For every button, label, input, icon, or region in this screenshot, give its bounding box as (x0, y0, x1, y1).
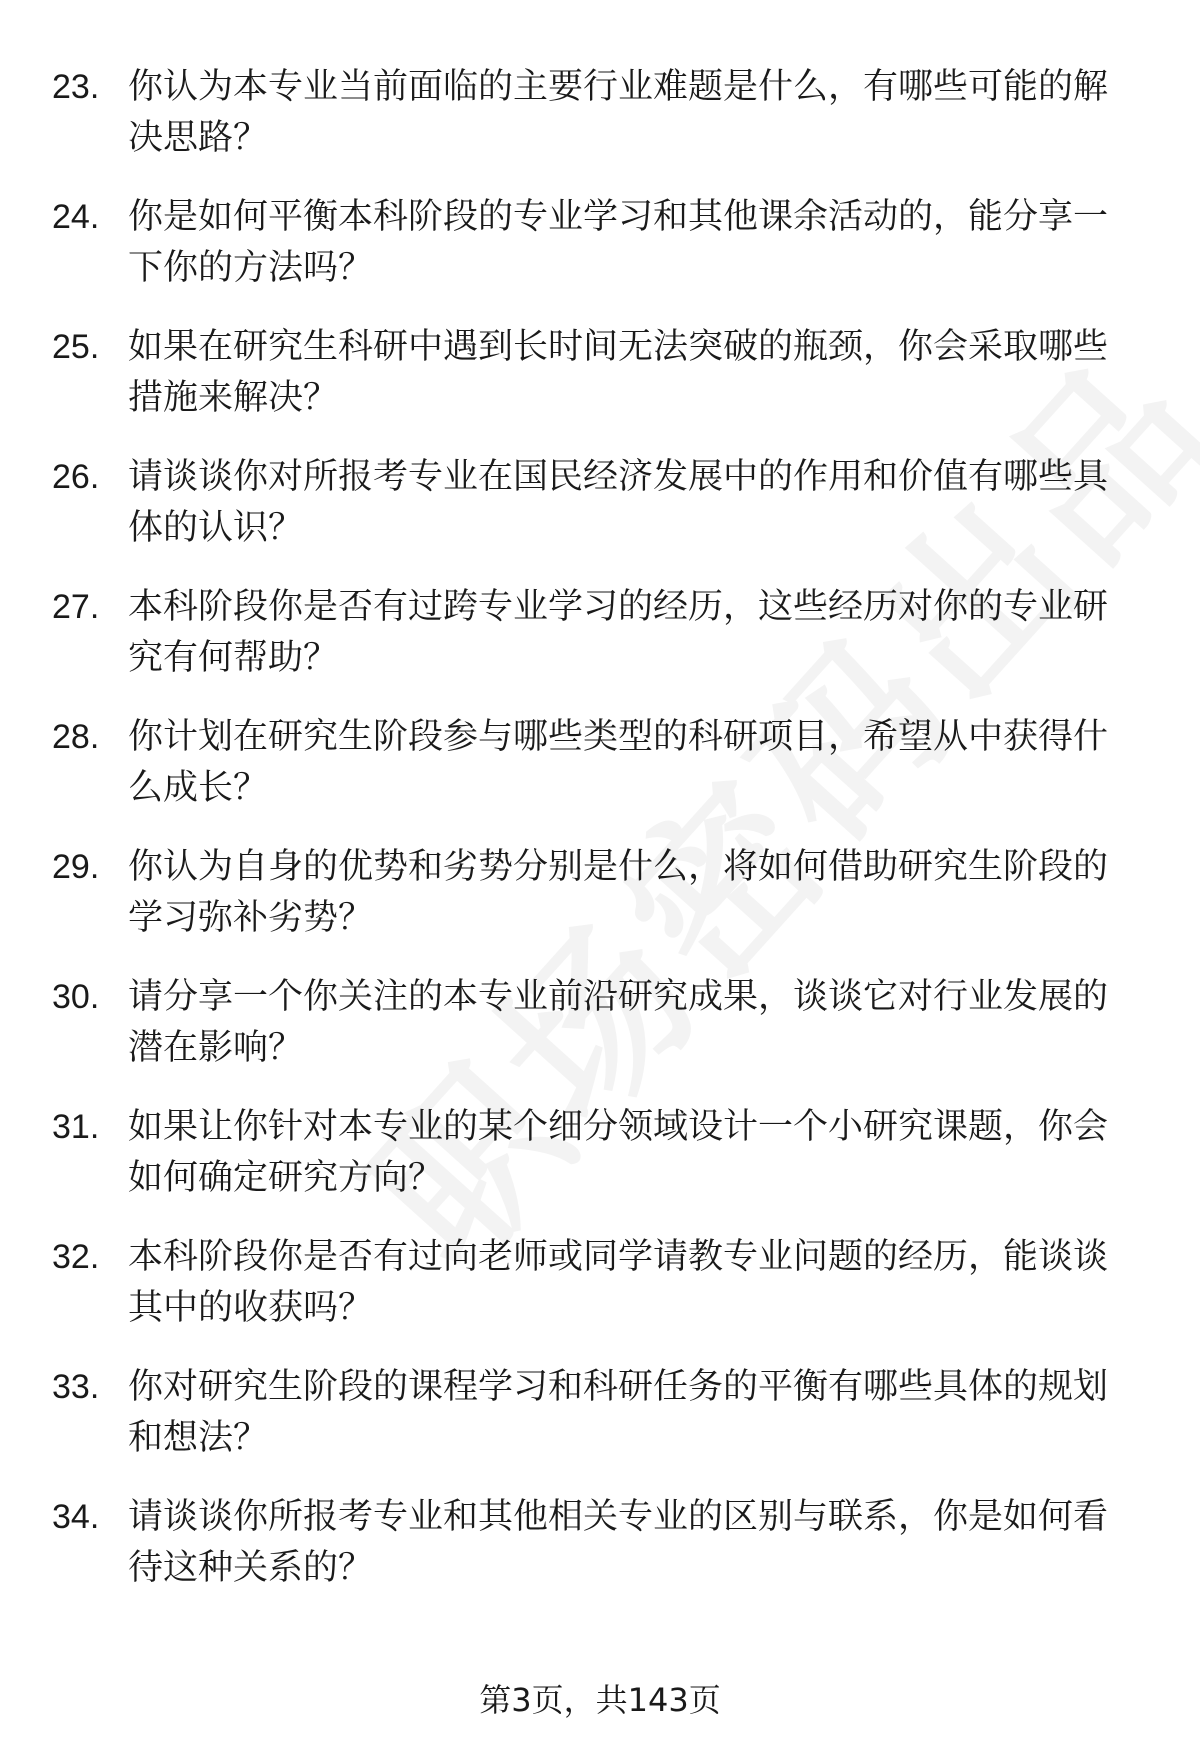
question-item (52, 972, 1142, 1102)
question-number: 28. (52, 718, 100, 756)
question-text: 请分享一个你关注的本专业前沿研究成果，谈谈它对行业发展的潜在影响？ (128, 977, 1109, 1068)
question-number: 23. (52, 68, 100, 106)
question-text: 你认为本专业当前面临的主要行业难题是什么，有哪些可能的解决思路？ (128, 67, 1109, 158)
page-number-footer: 第3页，共143页 (479, 1681, 721, 1719)
question-item (52, 192, 1142, 322)
question-item (52, 712, 1142, 842)
question-number: 29. (52, 848, 100, 886)
question-item (52, 1232, 1142, 1362)
question-text: 请谈谈你对所报考专业在国民经济发展中的作用和价值有哪些具体的认识？ (128, 457, 1109, 548)
question-number: 25. (52, 328, 100, 366)
question-list (52, 62, 1142, 1622)
question-number: 34. (52, 1498, 100, 1536)
question-item (52, 62, 1142, 192)
question-text: 如果在研究生科研中遇到长时间无法突破的瓶颈，你会采取哪些措施来解决？ (128, 327, 1109, 418)
question-number: 27. (52, 588, 100, 626)
question-text: 你是如何平衡本科阶段的专业学习和其他课余活动的，能分享一下你的方法吗？ (128, 197, 1109, 288)
question-item (52, 1362, 1142, 1492)
question-number: 26. (52, 458, 100, 496)
question-number: 32. (52, 1238, 100, 1276)
question-item (52, 842, 1142, 972)
question-number: 33. (52, 1368, 100, 1406)
question-number: 24. (52, 198, 100, 236)
question-text: 请谈谈你所报考专业和其他相关专业的区别与联系，你是如何看待这种关系的？ (128, 1497, 1109, 1588)
question-item (52, 322, 1142, 452)
question-number: 31. (52, 1108, 100, 1146)
question-item (52, 582, 1142, 712)
question-number: 30. (52, 978, 100, 1016)
question-text: 本科阶段你是否有过跨专业学习的经历，这些经历对你的专业研究有何帮助？ (128, 587, 1109, 678)
question-item (52, 1492, 1142, 1622)
question-text: 你计划在研究生阶段参与哪些类型的科研项目，希望从中获得什么成长？ (128, 717, 1109, 808)
question-text: 你认为自身的优势和劣势分别是什么，将如何借助研究生阶段的学习弥补劣势？ (128, 847, 1109, 938)
question-text: 如果让你针对本专业的某个细分领域设计一个小研究课题，你会如何确定研究方向？ (128, 1107, 1109, 1198)
question-text: 你对研究生阶段的课程学习和科研任务的平衡有哪些具体的规划和想法？ (128, 1367, 1109, 1458)
question-item (52, 1102, 1142, 1232)
question-text: 本科阶段你是否有过向老师或同学请教专业问题的经历，能谈谈其中的收获吗？ (128, 1237, 1109, 1328)
question-item (52, 452, 1142, 582)
